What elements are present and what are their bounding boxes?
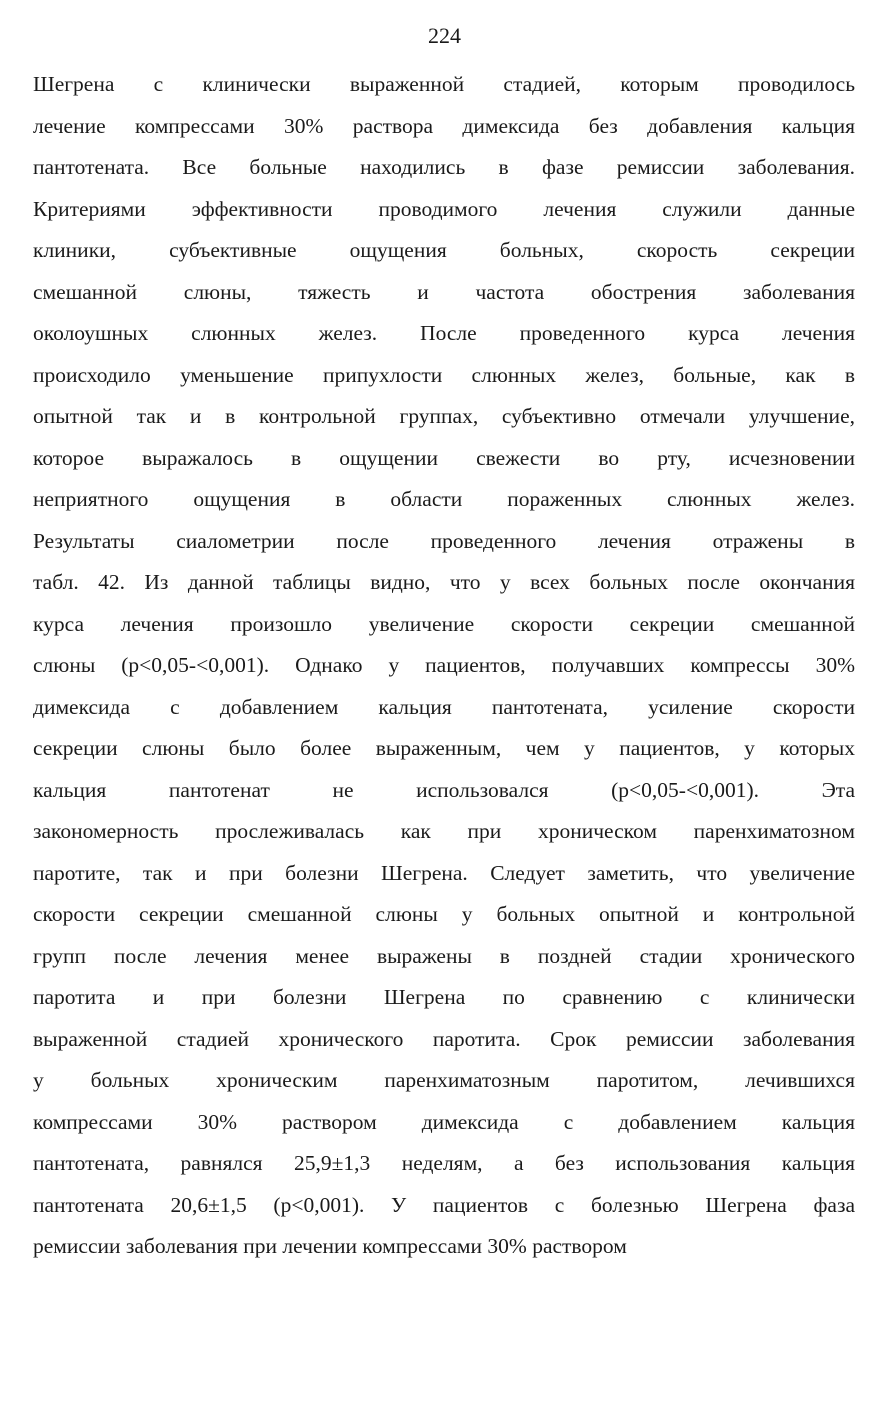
text-line: секреции слюны было более выраженным, чем у пациентов, у которых (33, 736, 855, 760)
text-line: Результаты сиалометрии после проведенного лечения отражены в (33, 528, 855, 553)
text-line: паротите, так и при болезни Шегрена. Следует заметить, что увеличение (33, 860, 855, 885)
text-line: Критериями эффективности проводимого лечения служили данные (33, 196, 855, 221)
text-line-last: ремиссии заболевания при лечении компрессами 30% раствором (33, 1234, 627, 1258)
text-line: смешанной слюны, тяжесть и частота обострения заболевания (33, 279, 855, 304)
text-line: слюны (p<0,05-<0,001). Однако у пациентов, получавших компрессы 30% (33, 653, 855, 677)
text-line: лечение компрессами 30% раствора димексида без добавления кальция (33, 113, 855, 138)
text-line: компрессами 30% раствором димексида с добавлением кальция (33, 1109, 855, 1134)
text-line: паротита и при болезни Шегрена по сравнению с клинически (33, 985, 855, 1009)
text-line: димексида с добавлением кальция пантотената, усиление скорости (33, 694, 855, 719)
text-line: скорости секреции смешанной слюны у больных опытной и контрольной (33, 902, 855, 926)
text-line: пантотената 20,6±1,5 (p<0,001). У пациентов с болезнью Шегрена фаза (33, 1192, 855, 1217)
text-line: табл. 42. Из данной таблицы видно, что у всех больных после окончания (33, 570, 855, 594)
text-line: закономерность прослеживалась как при хроническом паренхиматозном (33, 819, 855, 843)
text-line: происходило уменьшение припухлости слюнных желез, больные, как в (33, 362, 855, 387)
text-line: неприятного ощущения в области пораженных слюнных желез. (33, 487, 855, 511)
text-line: Шегрена с клинически выраженной стадией, которым проводилось (33, 72, 855, 96)
body-text (33, 64, 855, 1268)
text-line: которое выражалось в ощущении свежести во рту, исчезновении (33, 445, 855, 470)
page-number: 224 (428, 23, 461, 48)
text-line: опытной так и в контрольной группах, субъективно отмечали улучшение, (33, 404, 855, 428)
text-line: пантотената, равнялся 25,9±1,3 неделям, а без использования кальция (33, 1151, 855, 1175)
text-line: у больных хроническим паренхиматозным паротитом, лечившихся (33, 1068, 855, 1092)
text-line: клиники, субъективные ощущения больных, скорость секреции (33, 238, 855, 262)
text-line: кальция пантотенат не использовался (p<0,05-<0,001). Эта (33, 777, 855, 802)
text-line: околоушных слюнных желез. После проведенного курса лечения (33, 321, 855, 345)
text-line: групп после лечения менее выражены в поздней стадии хронического (33, 943, 855, 968)
text-line: курса лечения произошло увеличение скорости секреции смешанной (33, 611, 855, 636)
text-line: пантотената. Все больные находились в фазе ремиссии заболевания. (33, 155, 855, 179)
text-line: выраженной стадией хронического паротита. Срок ремиссии заболевания (33, 1026, 855, 1051)
